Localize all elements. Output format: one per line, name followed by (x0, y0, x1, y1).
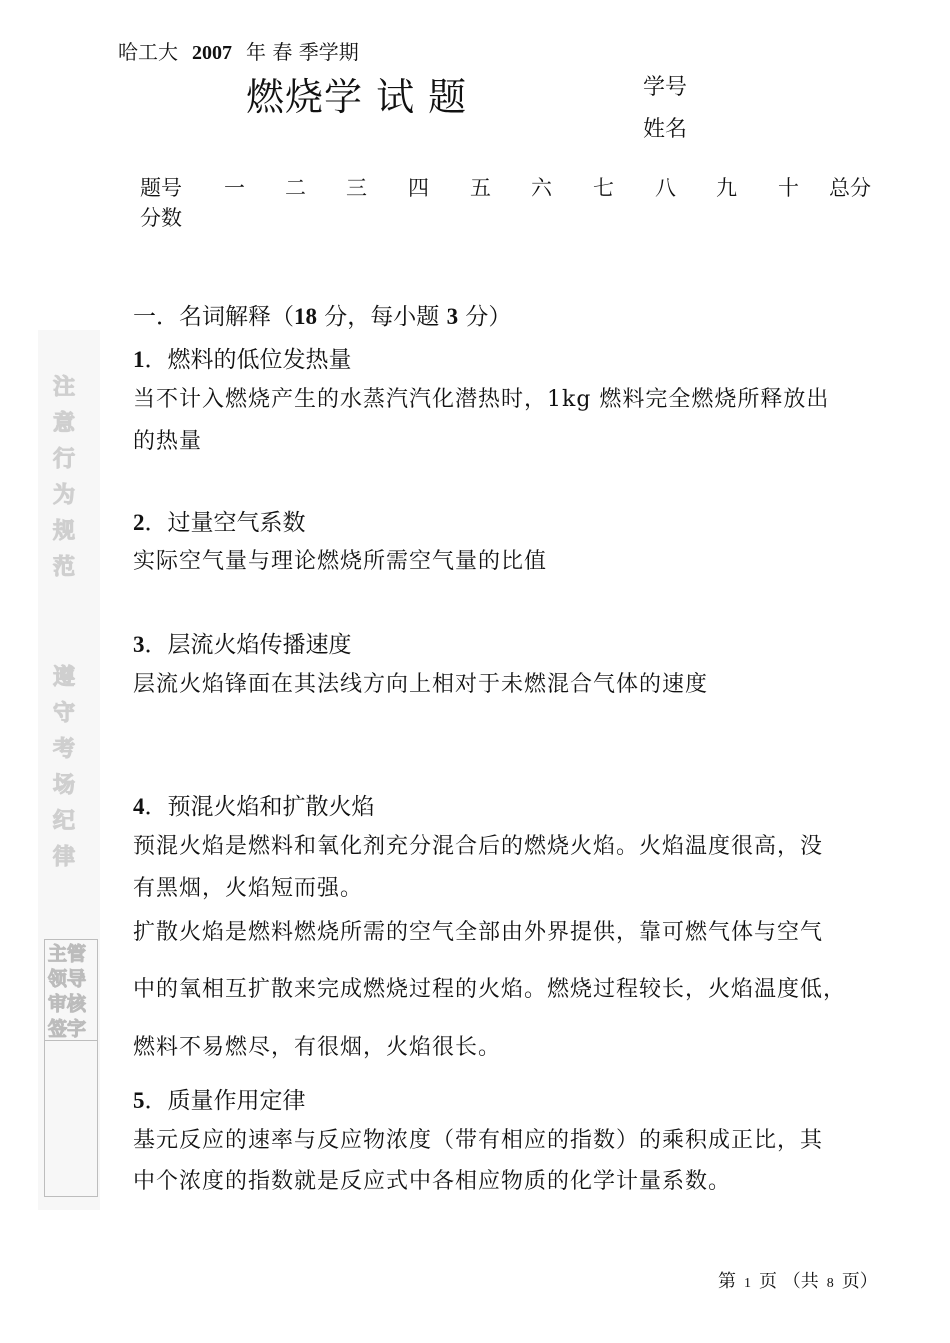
sidebar-char: 为 (53, 482, 76, 508)
section-title: 一．名词解释（18 分，每小题 3 分） (133, 304, 512, 330)
score-col-1: 一 (224, 176, 245, 200)
answer-line: 中个浓度的指数就是反应式中各相应物质的化学计量系数。 (133, 1169, 732, 1194)
answer-line: 预混火焰是燃料和氧化剂充分混合后的燃烧火焰。火焰温度很高，没 (133, 834, 824, 859)
score-col-6: 六 (531, 176, 552, 200)
exam-header (118, 36, 359, 65)
sidebar-char: 行 (53, 446, 76, 472)
score-col-8: 八 (655, 176, 676, 200)
answer-line: 有黑烟，火焰短而强。 (133, 876, 364, 901)
score-col-5: 五 (470, 176, 491, 200)
sidebar-char: 考 (53, 736, 76, 762)
answer-line: 中的氧相互扩散来完成燃烧过程的火焰。燃烧过程较长，火焰温度低， (133, 977, 847, 1002)
sidebar-char: 守 (53, 700, 76, 726)
answer-line: 的热量 (133, 429, 203, 454)
score-col-2: 二 (285, 176, 306, 200)
student-id-label: 学号 (643, 75, 688, 100)
answer-line: 燃料不易燃尽，有很烟，火焰很长。 (133, 1035, 502, 1060)
sidebar-char: 纪 (53, 808, 76, 834)
answer-line: 扩散火焰是燃料燃烧所需的空气全部由外界提供，靠可燃气体与空气 (133, 920, 824, 945)
page-number: 1 (744, 1276, 751, 1291)
sidebar-char: 场 (53, 772, 76, 798)
question-title: 2．过量空气系数 (133, 510, 306, 536)
score-row-label: 题号 (140, 176, 182, 200)
sidebar-char: 范 (53, 554, 76, 580)
score-col-10: 十 (778, 176, 799, 200)
answer-line: 基元反应的速率与反应物浓度（带有相应的指数）的乘积成正比，其 (133, 1128, 824, 1153)
signature-label: 主管领导审核签字 (48, 943, 87, 1040)
score-col-4: 四 (408, 176, 429, 200)
question-title: 3．层流火焰传播速度 (133, 632, 352, 658)
answer-line: 层流火焰锋面在其法线方向上相对于未燃混合气体的速度 (133, 672, 709, 697)
page-footer: 第 1 页 （共 8 页） (718, 1271, 878, 1292)
sidebar-char: 注 (53, 374, 76, 400)
sidebar-char: 律 (53, 844, 76, 870)
score-col-total: 总分 (829, 176, 871, 200)
exam-title: 燃烧学 试 题 (246, 75, 468, 119)
sidebar-char: 意 (53, 410, 76, 436)
school-name: 哈工大 (118, 40, 178, 64)
score-col-7: 七 (593, 176, 614, 200)
score-col-9: 九 (716, 176, 737, 200)
sidebar-char: 规 (53, 518, 76, 544)
page-total: 8 (826, 1276, 834, 1291)
question-title: 5．质量作用定律 (133, 1088, 306, 1114)
sidebar-char: 遵 (53, 664, 76, 690)
score-col-3: 三 (346, 176, 367, 200)
score-value-label: 分数 (140, 206, 182, 230)
question-title: 4．预混火焰和扩散火焰 (133, 794, 375, 820)
answer-line: 实际空气量与理论燃烧所需空气量的比值 (133, 549, 548, 574)
student-name-label: 姓名 (643, 117, 688, 142)
answer-line: 当不计入燃烧产生的水蒸汽汽化潜热时，1kg 燃料完全燃烧所释放出 (133, 387, 830, 412)
exam-term: 年 春 季学期 (246, 40, 359, 64)
exam-year: 2007 (192, 42, 232, 64)
question-title: 1．燃料的低位发热量 (133, 347, 352, 373)
